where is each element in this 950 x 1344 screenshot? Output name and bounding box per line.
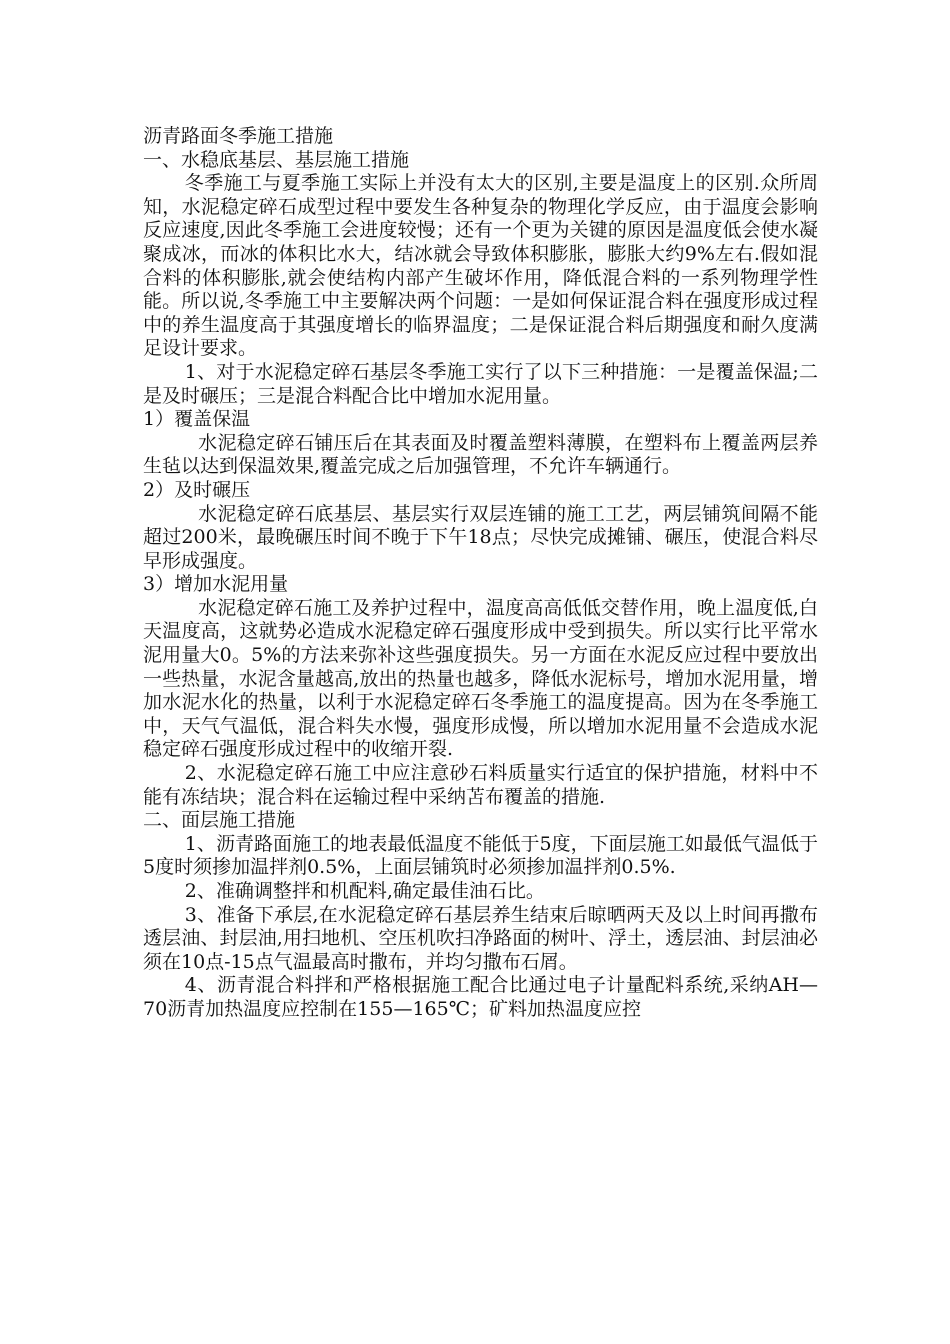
document-title: 沥青路面冬季施工措施	[143, 125, 334, 147]
subheading-timely-rolling: 2）及时碾压	[143, 478, 251, 501]
paragraph-cover-insulation: 水泥稳定碎石铺压后在其表面及时覆盖塑料薄膜，在塑料布上覆盖两层养生毡以达到保温效果,覆盖完成之后加强管理，不允许车辆通行。	[143, 431, 818, 478]
document-body	[143, 125, 818, 1022]
subheading-increase-cement: 3）增加水泥用量	[143, 573, 289, 596]
paragraph-mix-ratio: 2、准确调整拌和机配料,确定最佳油石比。	[184, 880, 545, 902]
paragraph-min-temperature: 1、沥青路面施工的地表最低温度不能低于5度，下面层施工如最低气温低于5度时须掺加温拌剂0.5%，上面层铺筑时必须掺加温拌剂0.5%.	[143, 832, 818, 879]
paragraph-intro: 冬季施工与夏季施工实际上并没有太大的区别,主要是温度上的区别.众所周知，水泥稳定碎石成型过程中要发生各种复杂的物理化学反应，由于温度会影响反应速度,因此冬季施工会进度较慢；还有一个更为关键的原因是温度低会使水凝聚成冰，而冰的体积比水大，结冰就会导致体积膨胀，膨胀大约9%左右.假如混合料的体积膨胀,就会使结构内部产生破坏作用，降低混合料的一系列物理学性能。所以说,冬季施工中主要解决两个问题：一是如何保证混合料在强度形成过程中的养生温度高于其强度增长的临界温度；二是保证混合料后期强度和耐久度满足设计要求。	[143, 172, 818, 360]
paragraph-material-protection: 2、水泥稳定碎石施工中应注意砂石料质量实行适宜的保护措施，材料中不能有冻结块；混合料在运输过程中采纳苫布覆盖的措施.	[143, 762, 818, 808]
paragraph-timely-rolling: 水泥稳定碎石底基层、基层实行双层连铺的施工工艺，两层铺筑间隔不能超过200米，最晚碾压时间不晚于下午18点；尽快完成摊铺、碾压，使混合料尽早形成强度。	[143, 502, 818, 572]
section-heading-surface-course: 二、面层施工措施	[143, 809, 296, 832]
paragraph-asphalt-heating: 4、沥青混合料拌和严格根据施工配合比通过电子计量配料系统,采纳AH—70沥青加热温度应控制在155—165℃；矿料加热温度应控	[143, 974, 818, 1020]
paragraph-increase-cement: 水泥稳定碎石施工及养护过程中，温度高高低低交替作用，晚上温度低,白天温度高，这就势必造成水泥稳定碎石强度形成中受到损失。所以实行比平常水泥用量大0。5%的方法来弥补这些强度损失。另一方面在水泥反应过程中要放出一些热量，水泥含量越高,放出的热量也越多，降低水泥标号，增加水泥用量，增加水泥水化的热量，以利于水泥稳定碎石冬季施工的温度提高。因为在冬季施工中，天气气温低，混合料失水慢，强度形成慢，所以增加水泥用量不会造成水泥稳定碎石强度形成过程中的收缩开裂.	[143, 596, 818, 761]
section-heading-base-course: 一、水稳底基层、基层施工措施	[143, 148, 410, 171]
paragraph-prime-coat: 3、准备下承层,在水泥稳定碎石基层养生结束后晾晒两天及以上时间再撒布透层油、封层油,用扫地机、空压机吹扫净路面的树叶、浮土，透层油、封层油必须在10点-15点气温最高时撒布，并均匀撒布石屑。	[143, 903, 818, 973]
paragraph-three-measures: 1、对于水泥稳定碎石基层冬季施工实行了以下三种措施：一是覆盖保温;二是及时碾压；三是混合料配合比中增加水泥用量。	[143, 360, 818, 407]
subheading-cover-insulation: 1）覆盖保温	[143, 408, 251, 431]
